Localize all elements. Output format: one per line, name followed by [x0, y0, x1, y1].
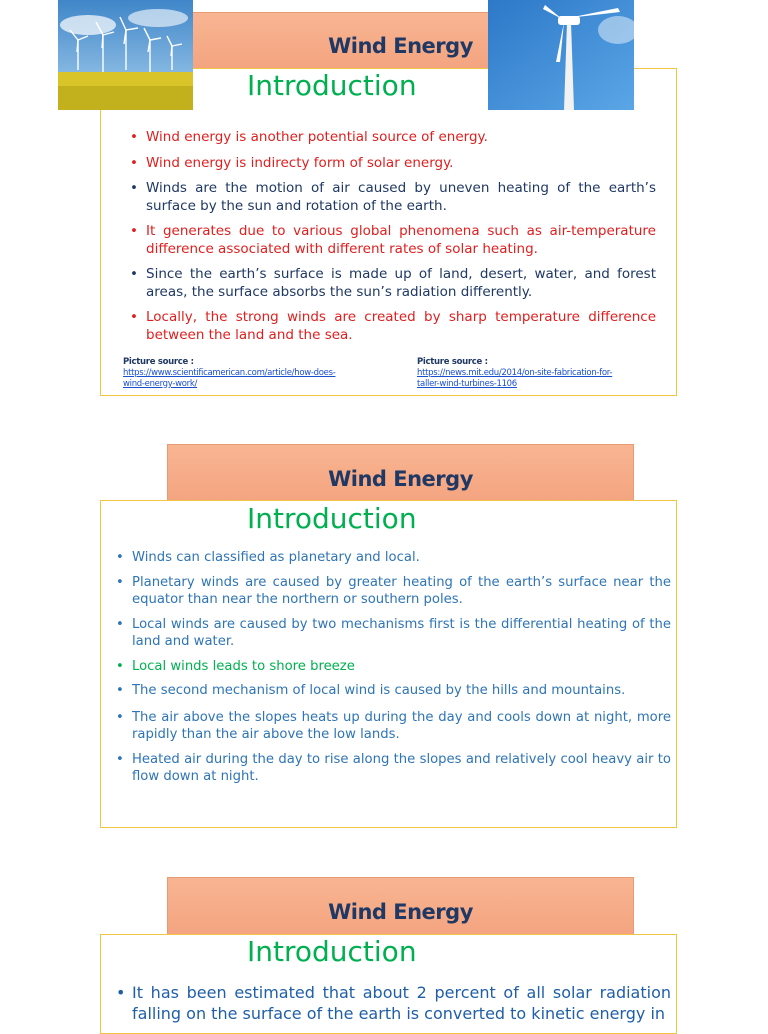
- slide-title: Wind Energy: [328, 34, 473, 58]
- list-item: • It has been estimated that about 2 percent of all solar radiation falling on the surface of the earth is converted to kinetic energy in: [112, 982, 671, 1024]
- slide-heading: Introduction: [247, 935, 417, 968]
- list-item: • Wind energy is another potential source of energy.: [126, 129, 656, 147]
- source-link[interactable]: taller-wind-turbines-1106: [417, 379, 517, 389]
- source-link[interactable]: https://news.mit.edu/2014/on-site-fabrication-for-: [417, 368, 613, 378]
- list-item: • The air above the slopes heats up during the day and cools down at night, more rapidly than the air above the low lands.: [112, 709, 671, 744]
- slide-title: Wind Energy: [328, 900, 473, 924]
- source-link[interactable]: wind-energy-work/: [123, 379, 198, 389]
- list-item: • Wind energy is indirecty form of solar energy.: [126, 155, 656, 173]
- list-item: • Local winds are caused by two mechanisms first is the differential heating of the land and water.: [112, 616, 671, 651]
- slide-title: Wind Energy: [328, 467, 473, 491]
- list-item: • Winds can classified as planetary and local.: [112, 549, 671, 567]
- source-link[interactable]: https://www.scientificamerican.com/article/how-does-: [123, 368, 336, 378]
- list-item: • Local winds leads to shore breeze: [112, 658, 671, 676]
- bullet-list: [112, 982, 671, 1024]
- list-item: • Since the earth’s surface is made up of land, desert, water, and forest areas, the surface absorbs the sun’s radiation differently.: [126, 266, 656, 301]
- list-item: • Locally, the strong winds are created by sharp temperature difference between the land and the sea.: [126, 309, 656, 344]
- list-item: • It generates due to various global phenomena such as air-temperature difference associated with different rates of solar heating.: [126, 223, 656, 258]
- list-item: • Winds are the motion of air caused by uneven heating of the earth’s surface by the sun and rotation of the earth.: [126, 180, 656, 215]
- source-label: Picture source :: [123, 357, 194, 367]
- list-item: • Heated air during the day to rise along the slopes and relatively cool heavy air to flow down at night.: [112, 751, 671, 786]
- title-band: [167, 877, 634, 941]
- list-item: • The second mechanism of local wind is caused by the hills and mountains.: [112, 682, 671, 700]
- slide-heading: Introduction: [247, 69, 417, 102]
- list-item: • Planetary winds are caused by greater heating of the earth’s surface near the equator than near the northern or southern poles.: [112, 574, 671, 609]
- slide-heading: Introduction: [247, 502, 417, 535]
- source-label: Picture source :: [417, 357, 488, 367]
